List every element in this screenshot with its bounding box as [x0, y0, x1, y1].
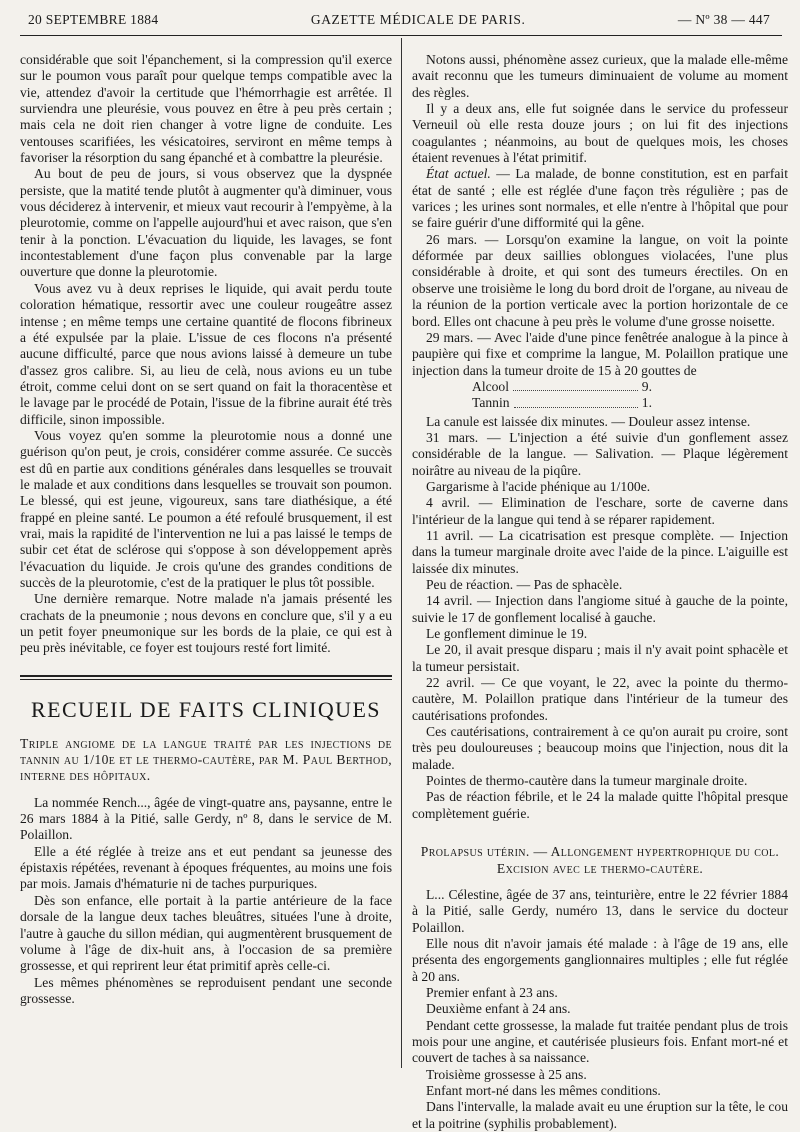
- paragraph: 31 mars. — L'injection a été suivie d'un gonflement assez considérable de la langue. — Salivation. — Plaque légèrement noirâtre au niveau de la piqûre.: [412, 429, 788, 478]
- paragraph: 4 avril. — Elimination de l'eschare, sorte de caverne dans l'intérieur de la langue qui tend à se réparer rapidement.: [412, 495, 788, 527]
- case-title-text: Prolapsus utérin. — Allongement hypertrophique du col.: [420, 844, 780, 860]
- paragraph: 22 avril. — Ce que voyant, le 22, avec la pointe du thermo-cautère, M. Polaillon pratique dans l'intérieur de la tumeur des cautérisations profondes.: [412, 675, 788, 723]
- paragraph: Les mêmes phénomènes se reproduisent pendant une seconde grossesse.: [20, 974, 392, 1006]
- paragraph: Dès son enfance, elle portait à la partie antérieure de la face dorsale de la langue deux taches bleuâtres, situées l'une à droite, l'autre à gauche du sillon médian, qui augmentèrent brusquement de volume à l'âge de dix-huit ans, à l'occasion de sa première grossesse, et qui reprirent leur état primitif après celle-ci.: [20, 892, 392, 974]
- case-subtitle: [412, 861, 788, 877]
- paragraph: [412, 166, 788, 231]
- column-divider: [401, 38, 402, 1068]
- paragraph: Deuxième enfant à 24 ans.: [426, 1001, 571, 1017]
- paragraph: Elle a été réglée à treize ans et eut pendant sa jeunesse des épistaxis répétées, revenant à époques fréquentes, au moins une fois par mois. Jamais d'hématurie ni de taches purpuriques.: [20, 843, 392, 892]
- paragraph: Peu de réaction. — Pas de sphacèle.: [426, 577, 623, 592]
- paragraph: 26 mars. — Lorsqu'on examine la langue, on voit la pointe déformée par deux saillies oblongues violacées, l'une plus considérable à droite, et qui sont des tumeurs érectiles. On en observe une troisième le long du bord droit de l'organe, au niveau de la réunion de la portion verticale avec la portion horizontale de ce bord. Elles ont chacune à peu près le volume d'une grosse noisette.: [412, 231, 788, 329]
- left-column: [20, 52, 392, 1007]
- table-row: [472, 379, 652, 395]
- paragraph: Enfant mort-né dans les mêmes conditions.: [426, 1082, 661, 1098]
- table-row: [472, 395, 652, 411]
- section-label: État actuel.: [426, 166, 491, 182]
- header-journal-title: GAZETTE MÉDICALE DE PARIS.: [310, 12, 526, 27]
- paragraph: Une dernière remarque. Notre malade n'a jamais présenté les crachats de la pneumonie ; nous devons en conclure que, s'il y a eu un petit foyer pneumonique sur les bords de la plaie, ce qui est à peu près inévitable, ce foyer est toujours resté fort limité.: [20, 591, 392, 656]
- paragraph: Au bout de peu de jours, si vous observez que la dyspnée persiste, que la matité tende plutôt à augmenter qu'à diminuer, vous vous déciderez à intervenir, et mieux vaut recourir à l'empyème, à la pleurotomie, comme on l'appelle aujourd'hui et avec raison, que s'en tenir à la ponction. L'évacuation du liquide, les lavages, se font incontestablement d'une façon plus convenable par la large ouverture que donne la pleurotomie.: [20, 166, 392, 280]
- paragraph: Gargarisme à l'acide phénique au 1/100e.: [426, 478, 651, 494]
- paragraph: La nommée Rench..., âgée de vingt-quatre ans, paysanne, entre le 26 mars 1884 à la Pitié, salle Gerdy, nº 8, dans le service de M. Polaillon.: [20, 794, 392, 843]
- paragraph: Le 20, il avait presque disparu ; mais il n'y avait point sphacèle et la tumeur persistait.: [412, 642, 788, 674]
- ingredient-name: Alcool: [472, 378, 509, 394]
- case-title: [20, 736, 392, 785]
- paragraph: Troisième grossesse à 25 ans.: [426, 1066, 587, 1082]
- paragraph: 11 avril. — La cicatrisation est presque complète. — Injection dans la tumeur marginale droite avec l'aide de la pince. L'aiguille est laissée dix minutes.: [412, 527, 788, 576]
- page-header: [28, 12, 770, 34]
- section-title: RECUEIL DE FAITS CLINIQUES: [31, 696, 381, 722]
- paragraph: considérable que soit l'épanchement, si la compression qu'il exerce sur le poumon vous paraît pour quelque temps compatible avec la vie, attendez d'avoir la certitude que l'hémorrhagie est arrêtée. Il surviendra une pleurésie, vous pouvez en être à peu près certain ; mais cela ne doit rien changer à votre ligne de conduite. Les ventouses scarifiées, les vésicatoires, serviront en même temps à favoriser la résorption du sang épanché et à combattre la pleurésie.: [20, 52, 392, 166]
- paragraph: Vous avez vu à deux reprises le liquide, qui avait perdu toute coloration hématique, ressortir avec une couleur rougeâtre assez intense ; en même temps une certaine quantité de flocons fibrineux a été expulsée par la plaie. L'issue de ces flocons n'a présenté aucune difficulté, parce que nous avions laissé à demeure un tube d'assez gros calibre. Si, au lieu de celà, nous avions eu un tube étroit, comme celui dont on se sert quand on fait la thoracentèse et le lavage par le procédé de Potain, l'issue de la fibrine aurait été très difficile, sinon impossible.: [20, 280, 392, 427]
- leader-dots: [514, 395, 638, 407]
- paragraph: Pendant cette grossesse, la malade fut traitée pendant plus de trois mois pour une angine, et cautérisée plusieurs fois. Enfant mort-né et couvert de taches à sa naissance.: [412, 1017, 788, 1066]
- paragraph: Elle nous dit n'avoir jamais été malade : à l'âge de 19 ans, elle présenta des engorgements ganglionnaires multiples ; elle fut réglée à 20 ans.: [412, 935, 788, 984]
- paragraph: Pointes de thermo-cautère dans la tumeur marginale droite.: [426, 773, 748, 789]
- case-title: [412, 844, 788, 860]
- leader-dots: [513, 379, 638, 391]
- header-date: 20 SEPTEMBRE 1884: [28, 12, 159, 27]
- paragraph: Premier enfant à 23 ans.: [426, 984, 558, 1000]
- section-rule-thin: [20, 679, 392, 680]
- ingredient-name: Tannin: [472, 395, 510, 411]
- spacer: [412, 822, 788, 844]
- case-title-text: Triple angiome de la langue traité par les injections de tannin au 1/10e et le thermo-cautère,: [20, 735, 392, 768]
- right-column: [412, 52, 788, 1132]
- paragraph: Il y a deux ans, elle fut soignée dans le service du professeur Verneuil où elle resta douze jours ; on lui fit des injections coagulantes ; néanmoins, au bout de quelques mois, les choses étaient revenues à l'état primitif.: [412, 101, 788, 166]
- paragraph: 29 mars. — Avec l'aide d'une pince fenêtrée analogue à la pince à paupière qui fixe et comprime la langue, M. Polaillon pratique une injection dans la tumeur droite de 15 à 20 gouttes de: [412, 329, 788, 378]
- paragraph: La canule est laissée dix minutes. — Douleur assez intense.: [426, 413, 751, 429]
- paragraph: Notons aussi, phénomène assez curieux, que la malade elle-même avait reconnu que les tumeurs diminuaient de volume au moment des règles.: [412, 52, 788, 100]
- ingredient-amount: 9.: [641, 378, 652, 394]
- paragraph: Ces cautérisations, contrairement à ce qu'on aurait pu croire, sont très peu douloureuses ; beaucoup moins que l'injection, nous dit la malade.: [412, 724, 788, 772]
- case-author: par M. Paul Berthod, interne des hôpitaux.: [20, 752, 392, 784]
- section-rule-thick: [20, 675, 392, 677]
- paragraph: 14 avril. — Injection dans l'angiome situé à gauche de la pointe, suivie le 17 de gonflement localisé à gauche.: [412, 593, 788, 625]
- paragraph: Le gonflement diminue le 19.: [426, 626, 588, 642]
- header-rule: [20, 35, 782, 36]
- header-issue-number: — Nº 38 — 447: [677, 12, 770, 27]
- paragraph: Dans l'intervalle, la malade avait eu une éruption sur la tête, le cou et la poitrine (syphilis probablement).: [412, 1099, 788, 1131]
- paragraph: Vous voyez qu'en somme la pleurotomie nous a donné une guérison qu'on peut, je crois, considérer comme assurée. Ce succès est dû en partie aux conditions générales dans lesquelles se trouvait le malade et aux conditions dans lesquelles se trouvait son poumon. Le blessé, qui est jeune, vigoureux, sans tare diathésique, a été frappé en pleine santé. Le poumon a été refoulé brusquement, il est vrai, mais la rapidité de l'intervention ne lui a pas laissé le temps de subir cet état de sclérose qui s'oppose à son développement après l'évacuation du liquide. Je crois qu'une des grandes conditions de succès de la pleurotomie, c'est de la pratiquer le plus tôt possible.: [20, 427, 392, 590]
- paragraph: L... Célestine, âgée de 37 ans, teinturière, entre le 22 février 1884 à la Pitié, salle Gerdy, numéro 13, dans le service du docteur Polaillon.: [412, 886, 788, 935]
- ingredient-amount: 1.: [641, 395, 652, 411]
- paragraph: Pas de réaction fébrile, et le 24 la malade quitte l'hôpital presque complètement guérie.: [412, 789, 788, 821]
- case-subtitle-text: Excision avec le thermo-cautère.: [496, 860, 704, 876]
- prescription-table: [472, 379, 652, 412]
- paragraph-text: — La malade, de bonne constitution, est en parfait état de santé ; elle est réglée d'une façon très régulière ; pas de varices ; les urines sont normales, et elle n'entre à l'hôpital que pour se faire guérir d'une difformité qui la gêne.: [412, 166, 788, 231]
